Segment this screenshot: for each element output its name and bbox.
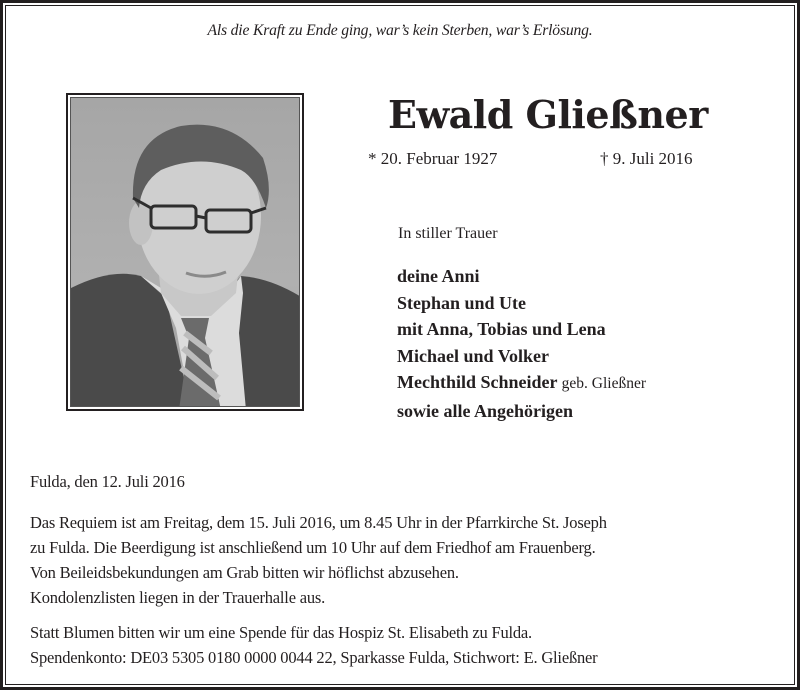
mourner: deine Anni (397, 266, 480, 286)
requiem-line: zu Fulda. Die Beerdigung ist anschließend um 10 Uhr auf dem Friedhof am Frauenberg. (30, 538, 596, 557)
death-date (600, 149, 693, 169)
portrait-photo (70, 97, 300, 407)
mourner: Michael und Volker (397, 345, 550, 366)
requiem-line: Kondolenzlisten liegen in der Trauerhalle aus. (30, 588, 326, 607)
motto-quote: Als die Kraft zu Ende ging, war’s kein Sterben, war’s Erlösung. (207, 22, 593, 39)
portrait-frame (66, 93, 304, 411)
mourning-intro: In stiller Trauer (398, 225, 498, 242)
portrait-illustration (71, 98, 300, 407)
birth-date-text: 20. Februar 1927 (380, 149, 498, 168)
mourner: sowie alle Angehörigen (397, 400, 573, 421)
requiem-line: Von Beileidsbekundungen am Grab bitten wir höflichst abzusehen. (30, 563, 459, 582)
mourner-name: Mechthild Schneider (397, 372, 558, 392)
requiem-line: Das Requiem ist am Freitag, dem 15. Juli 2016, um 8.45 Uhr in der Pfarrkirche St. Joseph (30, 513, 607, 532)
birth-date (368, 149, 497, 169)
birth-star-icon: * (368, 149, 377, 168)
donation-info (30, 620, 770, 670)
mourner: Stephan und Ute (397, 292, 527, 313)
requiem-info (30, 510, 770, 610)
mourners-list (397, 263, 646, 424)
mourner (397, 369, 646, 398)
maiden-name-note: geb. Gließner (561, 375, 647, 392)
place-and-date: Fulda, den 12. Juli 2016 (30, 472, 185, 491)
cross-icon: † (600, 149, 609, 168)
mourner: mit Anna, Tobias und Lena (397, 319, 606, 339)
donation-line: Spendenkonto: DE03 5305 0180 0000 0044 22, Sparkasse Fulda, Stichwort: E. Gließner (30, 648, 598, 667)
deceased-name: Ewald Gließner (388, 92, 708, 137)
donation-line: Statt Blumen bitten wir um eine Spende für das Hospiz St. Elisabeth zu Fulda. (30, 623, 532, 642)
death-date-text: 9. Juli 2016 (612, 149, 693, 168)
